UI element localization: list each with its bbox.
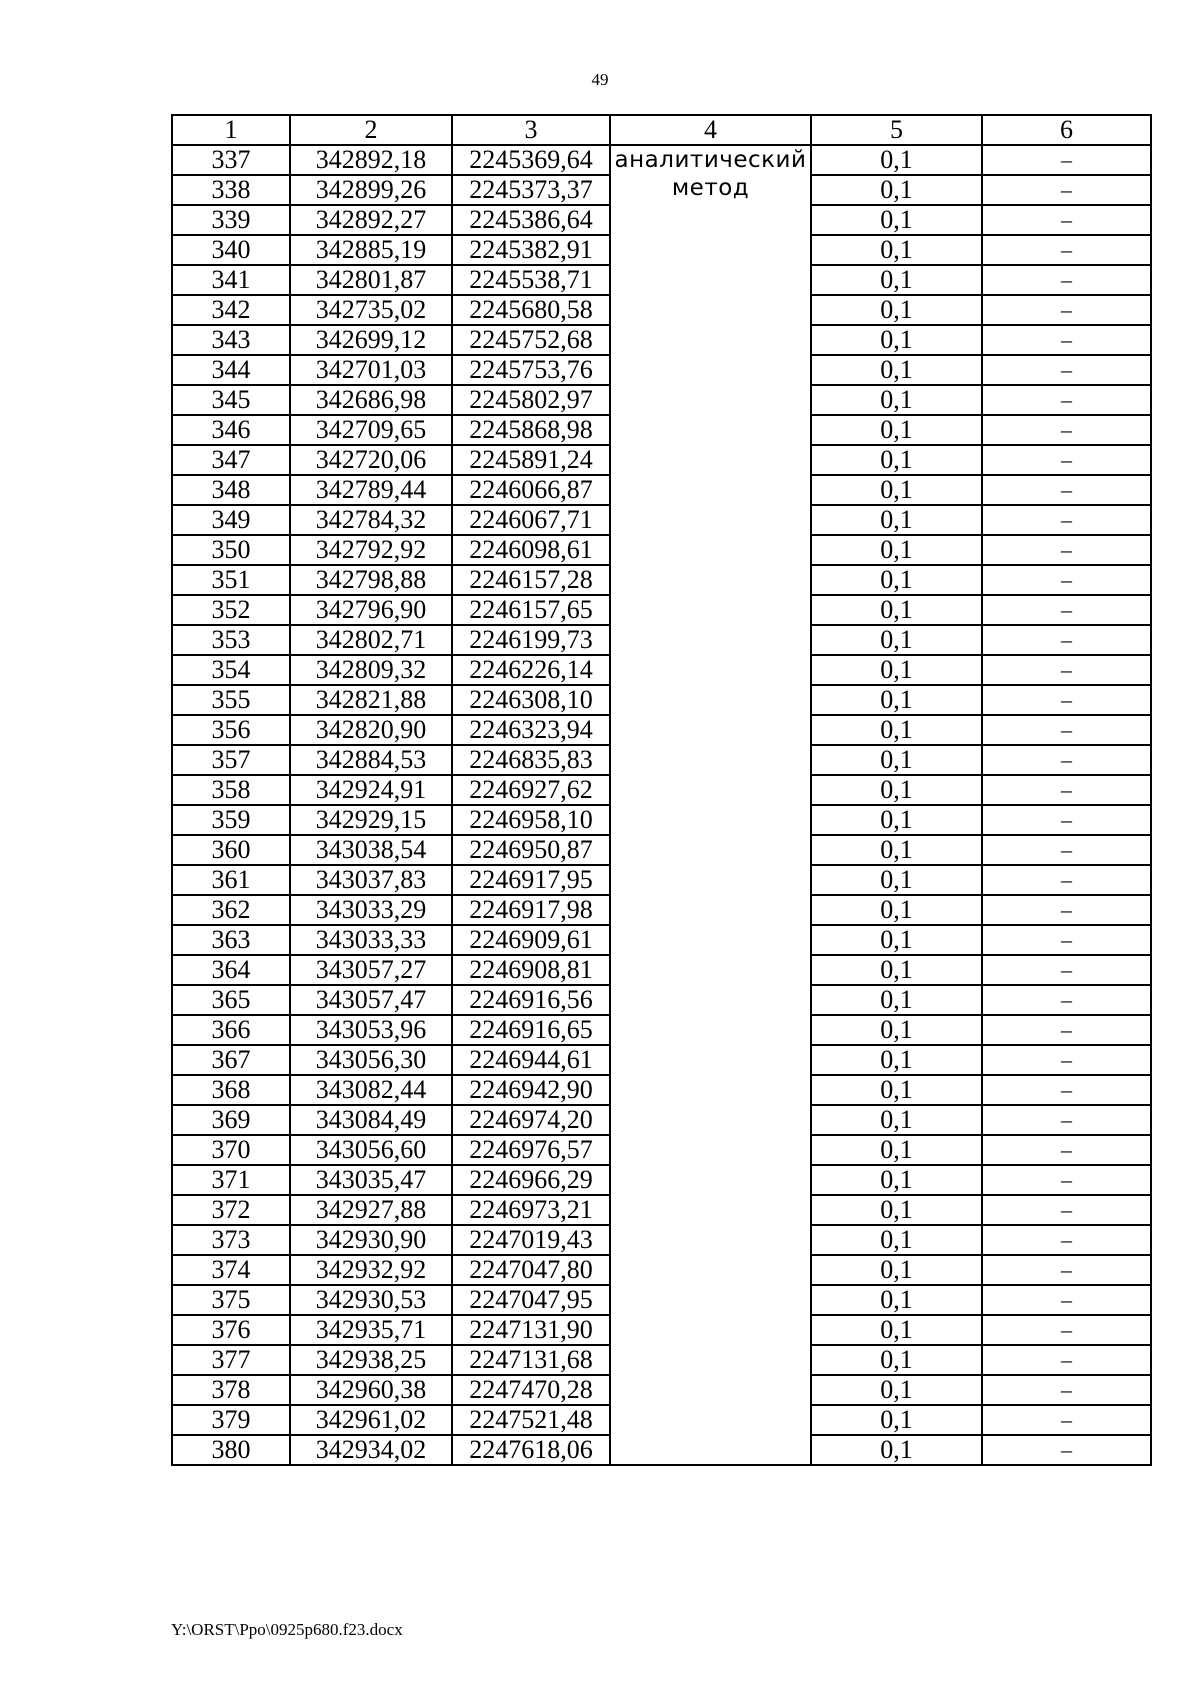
dash-cell: – — [982, 985, 1151, 1015]
x-coordinate-cell: 342809,32 — [290, 655, 452, 685]
dash-cell: – — [982, 355, 1151, 385]
accuracy-cell: 0,1 — [811, 1285, 982, 1315]
accuracy-cell: 0,1 — [811, 1345, 982, 1375]
point-number-cell: 350 — [172, 535, 290, 565]
x-coordinate-cell: 342720,06 — [290, 445, 452, 475]
point-number-cell: 352 — [172, 595, 290, 625]
x-coordinate-cell: 342796,90 — [290, 595, 452, 625]
y-coordinate-cell: 2247131,68 — [452, 1345, 610, 1375]
dash-cell: – — [982, 865, 1151, 895]
y-coordinate-cell: 2245868,98 — [452, 415, 610, 445]
x-coordinate-cell: 342801,87 — [290, 265, 452, 295]
accuracy-cell: 0,1 — [811, 235, 982, 265]
dash-cell: – — [982, 1375, 1151, 1405]
dash-cell: – — [982, 1285, 1151, 1315]
dash-cell: – — [982, 295, 1151, 325]
x-coordinate-cell: 342802,71 — [290, 625, 452, 655]
x-coordinate-cell: 343084,49 — [290, 1105, 452, 1135]
x-coordinate-cell: 343057,27 — [290, 955, 452, 985]
point-number-cell: 376 — [172, 1315, 290, 1345]
dash-cell: – — [982, 1225, 1151, 1255]
point-number-cell: 379 — [172, 1405, 290, 1435]
y-coordinate-cell: 2247521,48 — [452, 1405, 610, 1435]
point-number-cell: 360 — [172, 835, 290, 865]
column-header: 3 — [452, 115, 610, 145]
header-row — [172, 115, 1151, 145]
x-coordinate-cell: 342930,90 — [290, 1225, 452, 1255]
y-coordinate-cell: 2246308,10 — [452, 685, 610, 715]
x-coordinate-cell: 342929,15 — [290, 805, 452, 835]
accuracy-cell: 0,1 — [811, 1045, 982, 1075]
accuracy-cell: 0,1 — [811, 1135, 982, 1165]
x-coordinate-cell: 343082,44 — [290, 1075, 452, 1105]
x-coordinate-cell: 342709,65 — [290, 415, 452, 445]
x-coordinate-cell: 343038,54 — [290, 835, 452, 865]
x-coordinate-cell: 342938,25 — [290, 1345, 452, 1375]
x-coordinate-cell: 342821,88 — [290, 685, 452, 715]
accuracy-cell: 0,1 — [811, 1075, 982, 1105]
accuracy-cell: 0,1 — [811, 1195, 982, 1225]
y-coordinate-cell: 2245382,91 — [452, 235, 610, 265]
y-coordinate-cell: 2246958,10 — [452, 805, 610, 835]
y-coordinate-cell: 2247047,80 — [452, 1255, 610, 1285]
dash-cell: – — [982, 805, 1151, 835]
accuracy-cell: 0,1 — [811, 655, 982, 685]
x-coordinate-cell: 342892,27 — [290, 205, 452, 235]
accuracy-cell: 0,1 — [811, 955, 982, 985]
accuracy-cell: 0,1 — [811, 865, 982, 895]
accuracy-cell: 0,1 — [811, 1225, 982, 1255]
point-number-cell: 359 — [172, 805, 290, 835]
accuracy-cell: 0,1 — [811, 505, 982, 535]
point-number-cell: 355 — [172, 685, 290, 715]
accuracy-cell: 0,1 — [811, 715, 982, 745]
x-coordinate-cell: 342701,03 — [290, 355, 452, 385]
page-number: 49 — [591, 70, 609, 89]
point-number-cell: 366 — [172, 1015, 290, 1045]
x-coordinate-cell: 342960,38 — [290, 1375, 452, 1405]
column-header: 2 — [290, 115, 452, 145]
y-coordinate-cell: 2246908,81 — [452, 955, 610, 985]
dash-cell: – — [982, 1315, 1151, 1345]
x-coordinate-cell: 343037,83 — [290, 865, 452, 895]
column-header: 1 — [172, 115, 290, 145]
column-header: 5 — [811, 115, 982, 145]
table-row — [172, 145, 1151, 175]
x-coordinate-cell: 342924,91 — [290, 775, 452, 805]
accuracy-cell: 0,1 — [811, 565, 982, 595]
x-coordinate-cell: 342735,02 — [290, 295, 452, 325]
accuracy-cell: 0,1 — [811, 1105, 982, 1135]
point-number-cell: 364 — [172, 955, 290, 985]
x-coordinate-cell: 342686,98 — [290, 385, 452, 415]
dash-cell: – — [982, 1135, 1151, 1165]
accuracy-cell: 0,1 — [811, 355, 982, 385]
point-number-cell: 378 — [172, 1375, 290, 1405]
dash-cell: – — [982, 1165, 1151, 1195]
accuracy-cell: 0,1 — [811, 1315, 982, 1345]
point-number-cell: 375 — [172, 1285, 290, 1315]
y-coordinate-cell: 2247131,90 — [452, 1315, 610, 1345]
y-coordinate-cell: 2246916,56 — [452, 985, 610, 1015]
x-coordinate-cell: 343033,33 — [290, 925, 452, 955]
accuracy-cell: 0,1 — [811, 835, 982, 865]
x-coordinate-cell: 342892,18 — [290, 145, 452, 175]
point-number-cell: 343 — [172, 325, 290, 355]
y-coordinate-cell: 2246917,98 — [452, 895, 610, 925]
accuracy-cell: 0,1 — [811, 595, 982, 625]
point-number-cell: 367 — [172, 1045, 290, 1075]
accuracy-cell: 0,1 — [811, 625, 982, 655]
x-coordinate-cell: 342899,26 — [290, 175, 452, 205]
dash-cell: – — [982, 595, 1151, 625]
point-number-cell: 370 — [172, 1135, 290, 1165]
y-coordinate-cell: 2246066,87 — [452, 475, 610, 505]
accuracy-cell: 0,1 — [811, 475, 982, 505]
accuracy-cell: 0,1 — [811, 175, 982, 205]
dash-cell: – — [982, 925, 1151, 955]
x-coordinate-cell: 342884,53 — [290, 745, 452, 775]
dash-cell: – — [982, 1345, 1151, 1375]
y-coordinate-cell: 2246157,65 — [452, 595, 610, 625]
x-coordinate-cell: 343056,30 — [290, 1045, 452, 1075]
dash-cell: – — [982, 1105, 1151, 1135]
dash-cell: – — [982, 205, 1151, 235]
dash-cell: – — [982, 625, 1151, 655]
point-number-cell: 362 — [172, 895, 290, 925]
x-coordinate-cell: 342885,19 — [290, 235, 452, 265]
x-coordinate-cell: 342792,92 — [290, 535, 452, 565]
y-coordinate-cell: 2246976,57 — [452, 1135, 610, 1165]
point-number-cell: 351 — [172, 565, 290, 595]
x-coordinate-cell: 342930,53 — [290, 1285, 452, 1315]
point-number-cell: 380 — [172, 1435, 290, 1465]
accuracy-cell: 0,1 — [811, 895, 982, 925]
coordinates-table — [171, 114, 1152, 1466]
point-number-cell: 368 — [172, 1075, 290, 1105]
dash-cell: – — [982, 535, 1151, 565]
column-header: 4 — [610, 115, 811, 145]
y-coordinate-cell: 2247047,95 — [452, 1285, 610, 1315]
dash-cell: – — [982, 1015, 1151, 1045]
point-number-cell: 363 — [172, 925, 290, 955]
dash-cell: – — [982, 415, 1151, 445]
y-coordinate-cell: 2245373,37 — [452, 175, 610, 205]
point-number-cell: 340 — [172, 235, 290, 265]
dash-cell: – — [982, 265, 1151, 295]
x-coordinate-cell: 343053,96 — [290, 1015, 452, 1045]
y-coordinate-cell: 2245802,97 — [452, 385, 610, 415]
point-number-cell: 357 — [172, 745, 290, 775]
x-coordinate-cell: 342798,88 — [290, 565, 452, 595]
dash-cell: – — [982, 955, 1151, 985]
accuracy-cell: 0,1 — [811, 415, 982, 445]
point-number-cell: 346 — [172, 415, 290, 445]
accuracy-cell: 0,1 — [811, 145, 982, 175]
accuracy-cell: 0,1 — [811, 1255, 982, 1285]
x-coordinate-cell: 342927,88 — [290, 1195, 452, 1225]
dash-cell: – — [982, 235, 1151, 265]
accuracy-cell: 0,1 — [811, 775, 982, 805]
y-coordinate-cell: 2246199,73 — [452, 625, 610, 655]
y-coordinate-cell: 2246966,29 — [452, 1165, 610, 1195]
y-coordinate-cell: 2247618,06 — [452, 1435, 610, 1465]
x-coordinate-cell: 343035,47 — [290, 1165, 452, 1195]
y-coordinate-cell: 2246098,61 — [452, 535, 610, 565]
dash-cell: – — [982, 715, 1151, 745]
dash-cell: – — [982, 475, 1151, 505]
point-number-cell: 361 — [172, 865, 290, 895]
x-coordinate-cell: 342699,12 — [290, 325, 452, 355]
x-coordinate-cell: 342934,02 — [290, 1435, 452, 1465]
y-coordinate-cell: 2247470,28 — [452, 1375, 610, 1405]
accuracy-cell: 0,1 — [811, 535, 982, 565]
accuracy-cell: 0,1 — [811, 265, 982, 295]
point-number-cell: 353 — [172, 625, 290, 655]
x-coordinate-cell: 342932,92 — [290, 1255, 452, 1285]
accuracy-cell: 0,1 — [811, 985, 982, 1015]
dash-cell: – — [982, 1435, 1151, 1465]
y-coordinate-cell: 2245753,76 — [452, 355, 610, 385]
dash-cell: – — [982, 1195, 1151, 1225]
dash-cell: – — [982, 1405, 1151, 1435]
y-coordinate-cell: 2246942,90 — [452, 1075, 610, 1105]
point-number-cell: 358 — [172, 775, 290, 805]
dash-cell: – — [982, 445, 1151, 475]
dash-cell: – — [982, 565, 1151, 595]
y-coordinate-cell: 2245369,64 — [452, 145, 610, 175]
point-number-cell: 348 — [172, 475, 290, 505]
accuracy-cell: 0,1 — [811, 385, 982, 415]
y-coordinate-cell: 2245386,64 — [452, 205, 610, 235]
dash-cell: – — [982, 895, 1151, 925]
point-number-cell: 349 — [172, 505, 290, 535]
column-header: 6 — [982, 115, 1151, 145]
accuracy-cell: 0,1 — [811, 1405, 982, 1435]
dash-cell: – — [982, 775, 1151, 805]
y-coordinate-cell: 2246323,94 — [452, 715, 610, 745]
accuracy-cell: 0,1 — [811, 1375, 982, 1405]
accuracy-cell: 0,1 — [811, 1435, 982, 1465]
accuracy-cell: 0,1 — [811, 445, 982, 475]
accuracy-cell: 0,1 — [811, 1165, 982, 1195]
y-coordinate-cell: 2246973,21 — [452, 1195, 610, 1225]
point-number-cell: 338 — [172, 175, 290, 205]
y-coordinate-cell: 2245752,68 — [452, 325, 610, 355]
y-coordinate-cell: 2246927,62 — [452, 775, 610, 805]
accuracy-cell: 0,1 — [811, 205, 982, 235]
x-coordinate-cell: 342935,71 — [290, 1315, 452, 1345]
y-coordinate-cell: 2246950,87 — [452, 835, 610, 865]
dash-cell: – — [982, 145, 1151, 175]
dash-cell: – — [982, 1075, 1151, 1105]
x-coordinate-cell: 343033,29 — [290, 895, 452, 925]
y-coordinate-cell: 2246944,61 — [452, 1045, 610, 1075]
x-coordinate-cell: 342820,90 — [290, 715, 452, 745]
point-number-cell: 356 — [172, 715, 290, 745]
point-number-cell: 347 — [172, 445, 290, 475]
y-coordinate-cell: 2247019,43 — [452, 1225, 610, 1255]
y-coordinate-cell: 2245891,24 — [452, 445, 610, 475]
point-number-cell: 339 — [172, 205, 290, 235]
accuracy-cell: 0,1 — [811, 805, 982, 835]
dash-cell: – — [982, 325, 1151, 355]
table-body — [172, 145, 1151, 1465]
dash-cell: – — [982, 835, 1151, 865]
y-coordinate-cell: 2246067,71 — [452, 505, 610, 535]
y-coordinate-cell: 2246909,61 — [452, 925, 610, 955]
y-coordinate-cell: 2246157,28 — [452, 565, 610, 595]
dash-cell: – — [982, 1045, 1151, 1075]
accuracy-cell: 0,1 — [811, 745, 982, 775]
dash-cell: – — [982, 1255, 1151, 1285]
dash-cell: – — [982, 175, 1151, 205]
dash-cell: – — [982, 505, 1151, 535]
accuracy-cell: 0,1 — [811, 325, 982, 355]
x-coordinate-cell: 342789,44 — [290, 475, 452, 505]
point-number-cell: 365 — [172, 985, 290, 1015]
dash-cell: – — [982, 385, 1151, 415]
point-number-cell: 342 — [172, 295, 290, 325]
point-number-cell: 371 — [172, 1165, 290, 1195]
point-number-cell: 369 — [172, 1105, 290, 1135]
y-coordinate-cell: 2246917,95 — [452, 865, 610, 895]
accuracy-cell: 0,1 — [811, 1015, 982, 1045]
y-coordinate-cell: 2245538,71 — [452, 265, 610, 295]
accuracy-cell: 0,1 — [811, 685, 982, 715]
dash-cell: – — [982, 685, 1151, 715]
method-cell: аналитический метод — [610, 145, 811, 1465]
y-coordinate-cell: 2246916,65 — [452, 1015, 610, 1045]
x-coordinate-cell: 342961,02 — [290, 1405, 452, 1435]
point-number-cell: 345 — [172, 385, 290, 415]
point-number-cell: 337 — [172, 145, 290, 175]
accuracy-cell: 0,1 — [811, 925, 982, 955]
point-number-cell: 372 — [172, 1195, 290, 1225]
point-number-cell: 373 — [172, 1225, 290, 1255]
point-number-cell: 377 — [172, 1345, 290, 1375]
point-number-cell: 374 — [172, 1255, 290, 1285]
point-number-cell: 344 — [172, 355, 290, 385]
accuracy-cell: 0,1 — [811, 295, 982, 325]
point-number-cell: 354 — [172, 655, 290, 685]
x-coordinate-cell: 342784,32 — [290, 505, 452, 535]
x-coordinate-cell: 343057,47 — [290, 985, 452, 1015]
y-coordinate-cell: 2245680,58 — [452, 295, 610, 325]
y-coordinate-cell: 2246835,83 — [452, 745, 610, 775]
dash-cell: – — [982, 655, 1151, 685]
footer-file-path: Y:\ORST\Ppo\0925p680.f23.docx — [171, 1620, 403, 1639]
y-coordinate-cell: 2246974,20 — [452, 1105, 610, 1135]
dash-cell: – — [982, 745, 1151, 775]
point-number-cell: 341 — [172, 265, 290, 295]
x-coordinate-cell: 343056,60 — [290, 1135, 452, 1165]
y-coordinate-cell: 2246226,14 — [452, 655, 610, 685]
